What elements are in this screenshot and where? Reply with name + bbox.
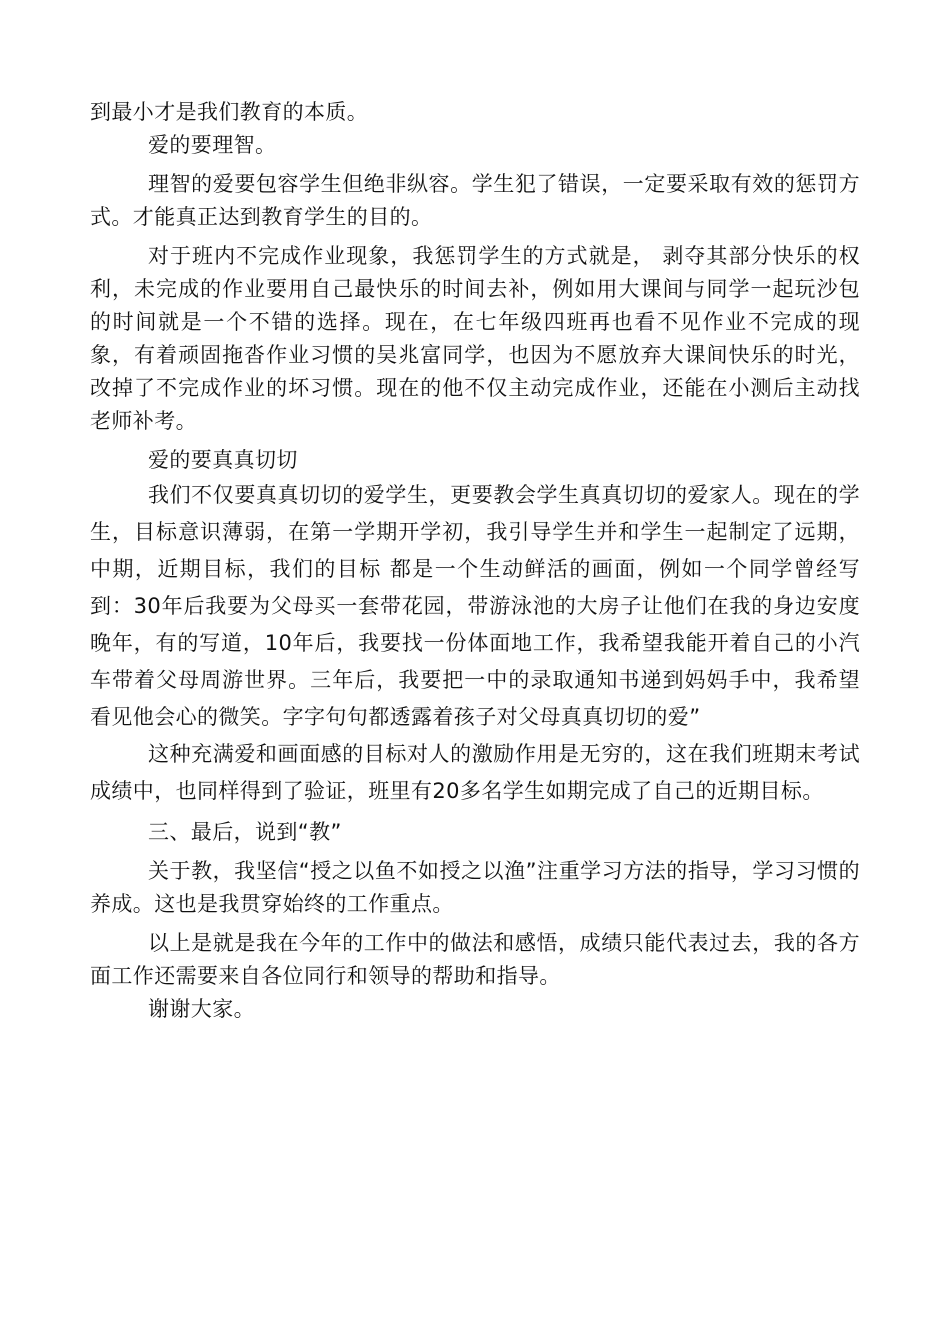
- heading-teaching: 三、最后，说到“教”: [148, 820, 342, 844]
- heading-love-rational: 爱的要理智。: [148, 133, 277, 157]
- paragraph-teaching-method: 关于教，我坚信“授之以鱼不如授之以渔”注重学习方法的指导，学习习惯的养成。这也是我贯穿始终的工作重点。: [90, 859, 860, 916]
- paragraph-goals: 我们不仅要真真切切的爱学生，更要教会学生真真切切的爱家人。现在的学生，目标意识薄弱，在第一学期开学初，我引导学生并和学生一起制定了远期，中期，近期目标，我们的目标 都是一个生动鲜活的画面，例如一个同学曾经写到：30年后我要为父母买一套带花园，带游泳池的大房子让他们在我的身边安度晚年，有的写道，10年后，我要找一份体面地工作，我希望我能开着自己的小汽车带着父母周游世界。三年后，我要把一中的录取通知书递到妈妈手中，我希望看见他会心的微笑。字字句句都透露着孩子对父母真真切切的爱”: [90, 483, 860, 729]
- paragraph-homework-punishment: 对于班内不完成作业现象，我惩罚学生的方式就是， 剥夺其部分快乐的权利，未完成的作业要用自己最快乐的时间去补，例如用大课间与同学一起玩沙包的时间就是一个不错的选择。现在，在七年级四班再也看不见作业不完成的现象，有着顽固拖沓作业习惯的吴兆富同学，也因为不愿放弃大课间快乐的时光，改掉了不完成作业的坏习惯。现在的他不仅主动完成作业，还能在小测后主动找老师补考。: [90, 244, 860, 433]
- heading-love-sincere: 爱的要真真切切: [148, 448, 298, 472]
- paragraph-education-essence: 到最小才是我们教育的本质。: [90, 100, 369, 124]
- paragraph-summary: 以上是就是我在今年的工作中的做法和感悟，成绩只能代表过去，我的各方面工作还需要来自各位同行和领导的帮助和指导。: [90, 931, 860, 988]
- document-body: [90, 96, 860, 1026]
- closing-thanks: 谢谢大家。: [148, 997, 255, 1021]
- paragraph-motivation: 这种充满爱和画面感的目标对人的激励作用是无穷的，这在我们班期末考试成绩中，也同样得到了验证，班里有20多名学生如期完成了自己的近期目标。: [90, 742, 860, 803]
- paragraph-rational-love: 理智的爱要包容学生但绝非纵容。学生犯了错误，一定要采取有效的惩罚方式。才能真正达到教育学生的目的。: [90, 172, 860, 229]
